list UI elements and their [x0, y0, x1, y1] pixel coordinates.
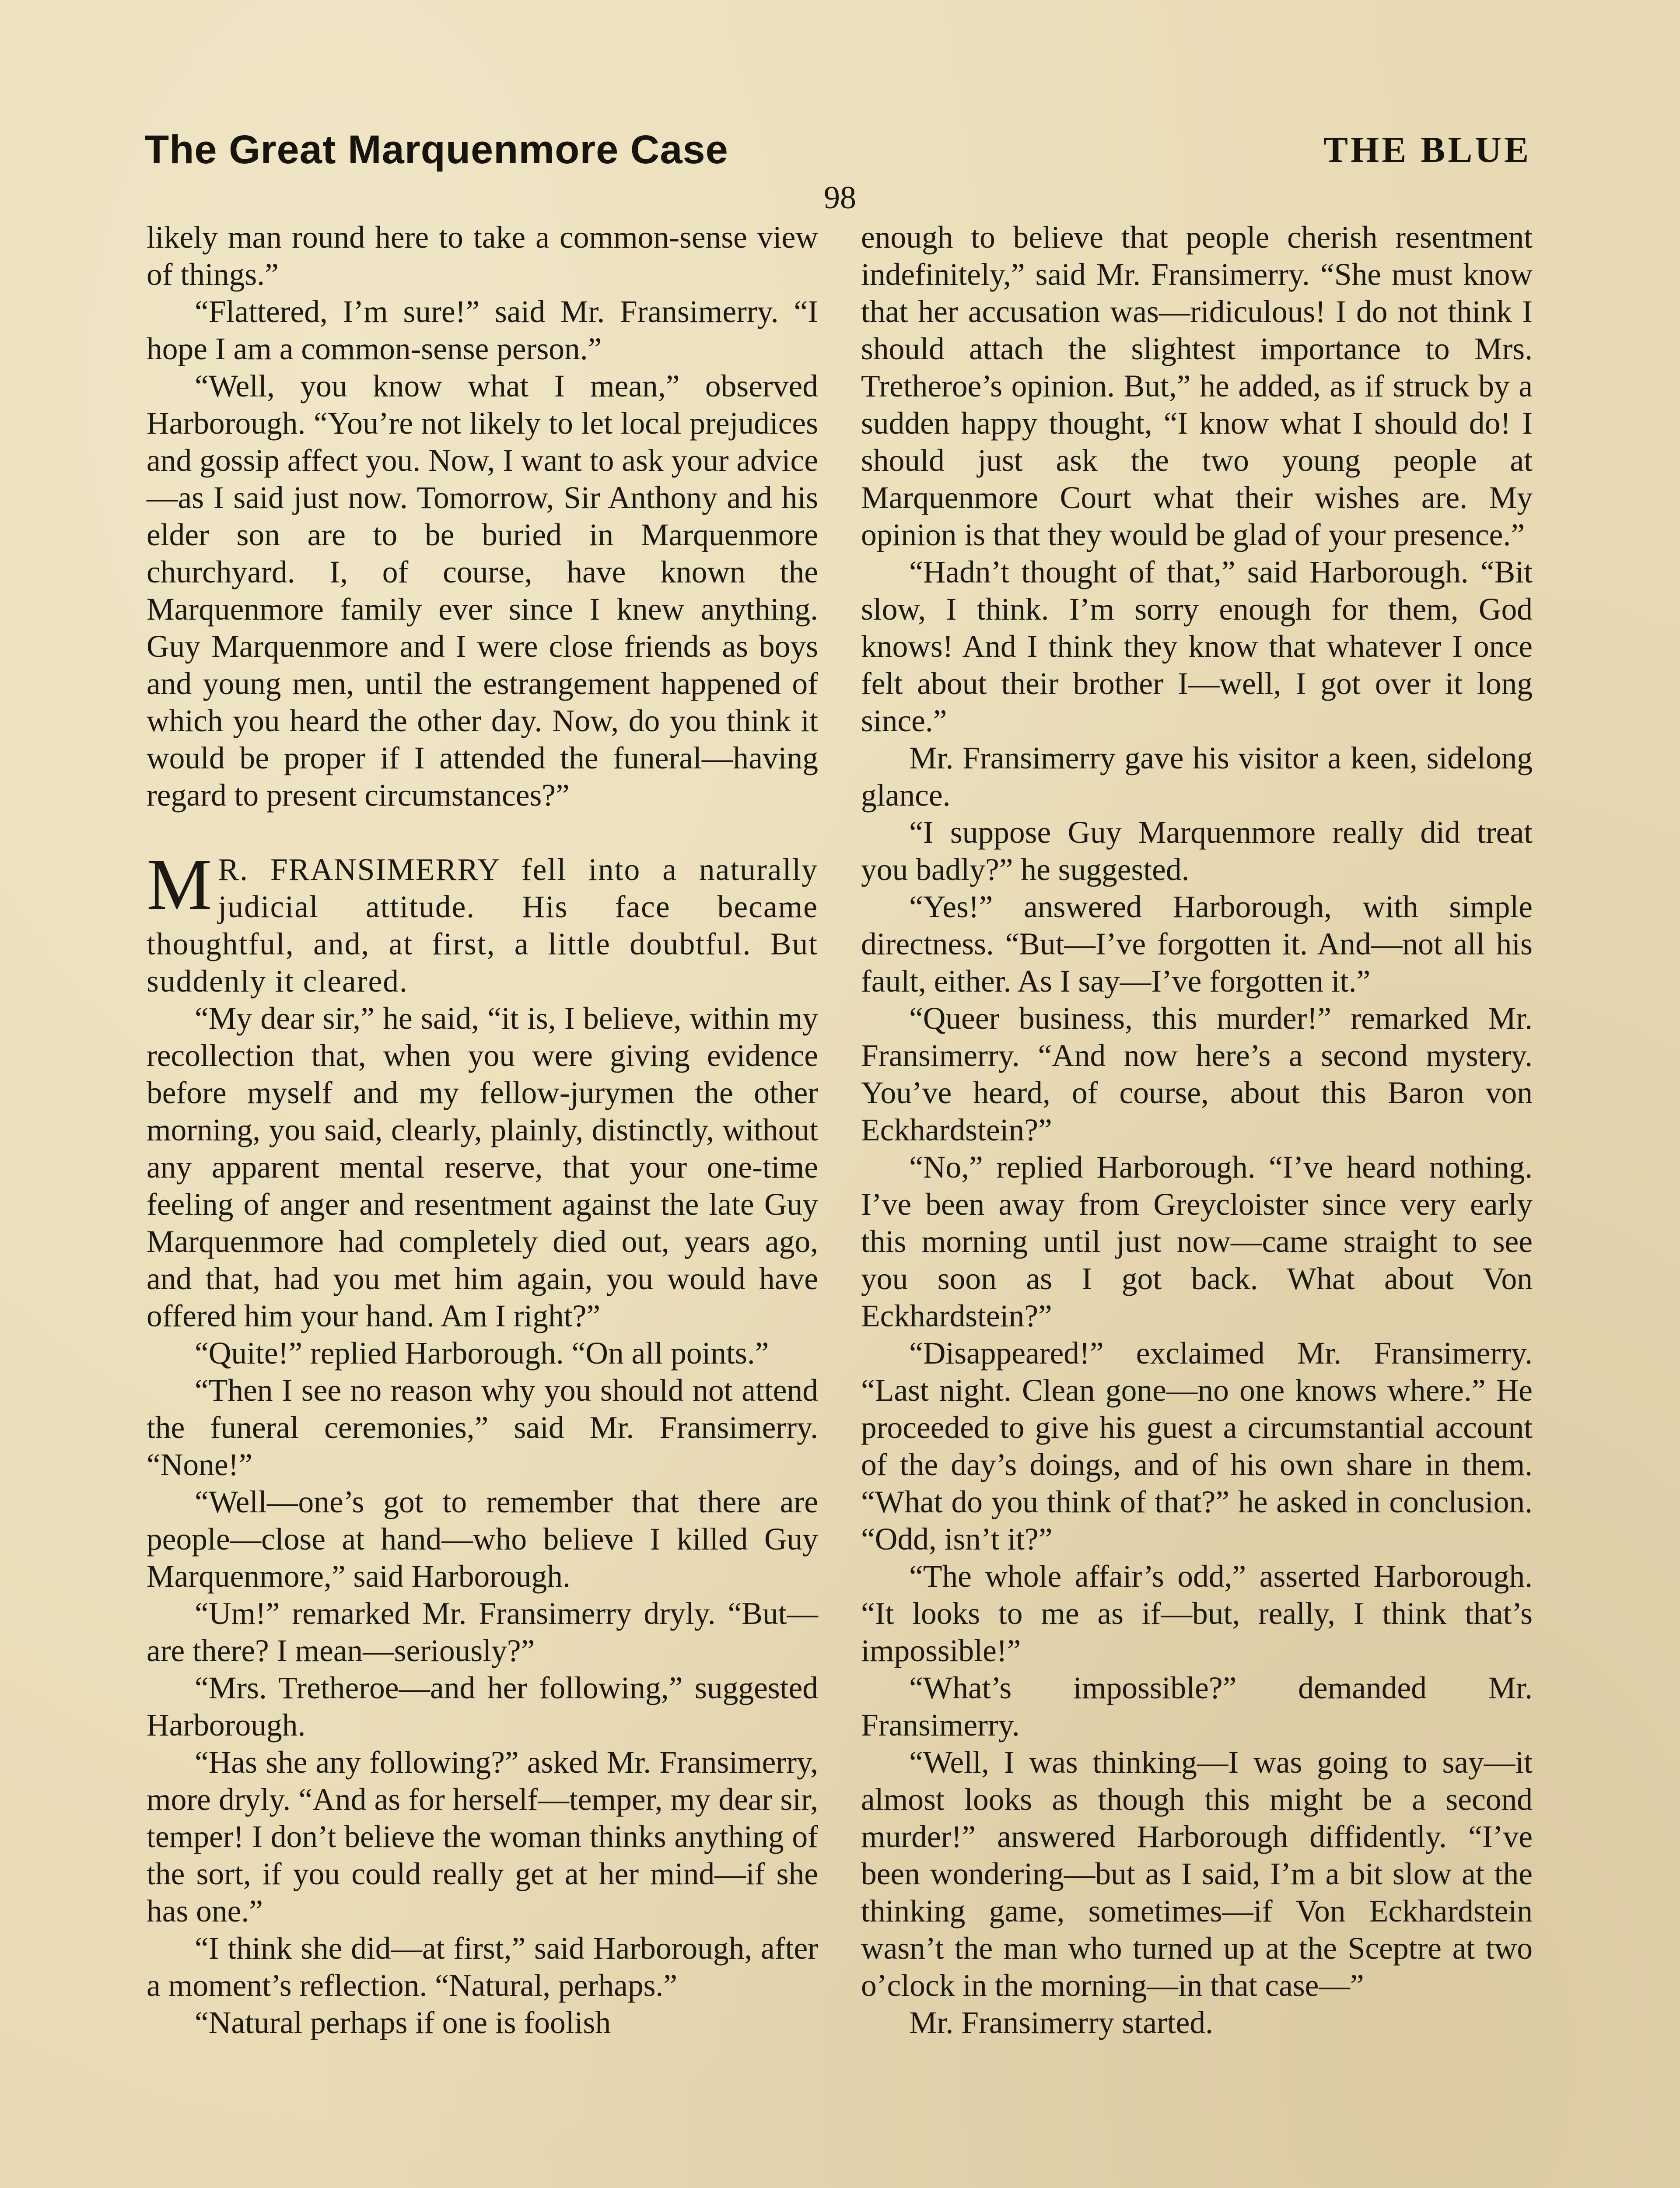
paragraph: likely man round here to take a common-sense view of things.” — [147, 220, 818, 292]
paragraph: “Quite!” replied Harborough. “On all points.” — [195, 1336, 769, 1371]
paragraph: “Well, I was thinking—I was going to say—it almost looks as though this might be a second murder!” answered Harborough diffidently. “I’ve been wondering—but as I said, I’m a bit slow at the thinking game, sometimes—if Von Eckhardstein wasn’t the man who turned up at the Sceptre at two o’clock in the morning—in that case—” — [861, 1745, 1533, 2003]
paragraph: “No,” replied Harborough. “I’ve heard nothing. I’ve been away from Greycloister since very early this morning until just now—came straight to see you soon as I got back. What about Von Eckhardstein?” — [861, 1150, 1533, 1333]
paragraph: “Well—one’s got to remember that there are people—close at hand—who believe I killed Guy Marquenmore,” said Harborough. — [147, 1485, 818, 1594]
paragraph: “I suppose Guy Marquenmore really did treat you badly?” he suggested. — [861, 815, 1533, 887]
paragraph: “What’s impossible?” demanded Mr. Fransimerry. — [861, 1671, 1533, 1743]
right-column — [861, 219, 1533, 2041]
drop-cap: M — [147, 844, 212, 925]
paragraph: “Yes!” answered Harborough, with simple directness. “But—I’ve forgotten it. And—not all his fault, either. As I say—I’ve forgotten it.” — [861, 890, 1533, 999]
paragraph: “Natural perhaps if one is foolish — [195, 2006, 611, 2040]
paragraph: Mr. Fransimerry started. — [909, 2006, 1213, 2040]
paragraph: “Has she any following?” asked Mr. Fransimerry, more dryly. “And as for herself—temper, my dear sir, temper! I don’t believe the woman thinks anything of the sort, if you could really get at her mind—if she has one.” — [147, 1745, 818, 1929]
paragraph-text: R. FRANSIMERRY fell into a naturally judicial attitude. His face became thoughtful, and, at first, a little doubtful. But suddenly it cleared. — [147, 852, 818, 999]
magazine-title: THE BLUE — [1323, 130, 1531, 170]
paragraph: “Mrs. Tretheroe—and her following,” suggested Harborough. — [147, 1671, 818, 1743]
running-header — [144, 127, 1531, 184]
paragraph: enough to believe that people cherish resentment indefinitely,” said Mr. Fransimerry. “She must know that her accusation was—ridiculous! I do not think I should attach the slightest importance to Mrs. Tretheroe’s opinion. But,” he added, as if struck by a sudden happy thought, “I know what I should do! I should just ask the two young people at Marquenmore Court what their wishes are. My opinion is that they would be glad of your presence.” — [861, 220, 1533, 552]
paragraph: Mr. Fransimerry gave his visitor a keen, sidelong glance. — [861, 741, 1533, 813]
paragraph: “Um!” remarked Mr. Fransimerry dryly. “But—are there? I mean—seriously?” — [147, 1596, 818, 1668]
paragraph: “Hadn’t thought of that,” said Harborough. “Bit slow, I think. I’m sorry enough for them, God knows! And I think they know that whatever I once felt about their brother I—well, I got over it long since.” — [861, 555, 1533, 738]
paragraph: “Disappeared!” exclaimed Mr. Fransimerry. “Last night. Clean gone—no one knows where.” He proceeded to give his guest a circumstantial account of the day’s doings, and of his own share in them. “What do you think of that?” he asked in conclusion. “Odd, isn’t it?” — [861, 1336, 1533, 1557]
paragraph: “My dear sir,” he said, “it is, I believe, within my recollection that, when you were giving evidence before myself and my fellow-jurymen the other morning, you said, clearly, plainly, distinctly, without any apparent mental reserve, that your one-time feeling of anger and resentment against the late Guy Marquenmore had completely died out, years ago, and that, had you met him again, you would have offered him your hand. Am I right?” — [147, 1001, 818, 1333]
page-number: 98 — [824, 180, 856, 216]
paragraph: “Well, you know what I mean,” observed Harborough. “You’re not likely to let local prejudices and gossip affect you. Now, I want to ask your advice—as I said just now. Tomorrow, Sir Anthony and his elder son are to be buried in Marquenmore churchyard. I, of course, have known the Marquenmore family ever since I knew anything. Guy Marquenmore and I were close friends as boys and young men, until the estrangement happened of which you heard the other day. Now, do you think it would be proper if I attended the funeral—having regard to present circumstances?” — [147, 369, 818, 813]
left-column — [147, 219, 818, 2041]
paragraph: “I think she did—at first,” said Harborough, after a moment’s reflection. “Natural, perhaps.” — [147, 1931, 818, 2003]
paragraph: “Flattered, I’m sure!” said Mr. Fransimerry. “I hope I am a common-sense person.” — [147, 295, 818, 366]
paragraph: “The whole affair’s odd,” asserted Harborough. “It looks to me as if—but, really, I think that’s impossible!” — [861, 1559, 1533, 1668]
paragraph-dropcap — [147, 844, 818, 1000]
story-title: The Great Marquenmore Case — [144, 127, 728, 172]
paragraph: “Then I see no reason why you should not attend the funeral ceremonies,” said Mr. Fransimerry. “None!” — [147, 1373, 818, 1482]
paragraph: “Queer business, this murder!” remarked Mr. Fransimerry. “And now here’s a second mystery. You’ve heard, of course, about this Baron von Eckhardstein?” — [861, 1001, 1533, 1147]
